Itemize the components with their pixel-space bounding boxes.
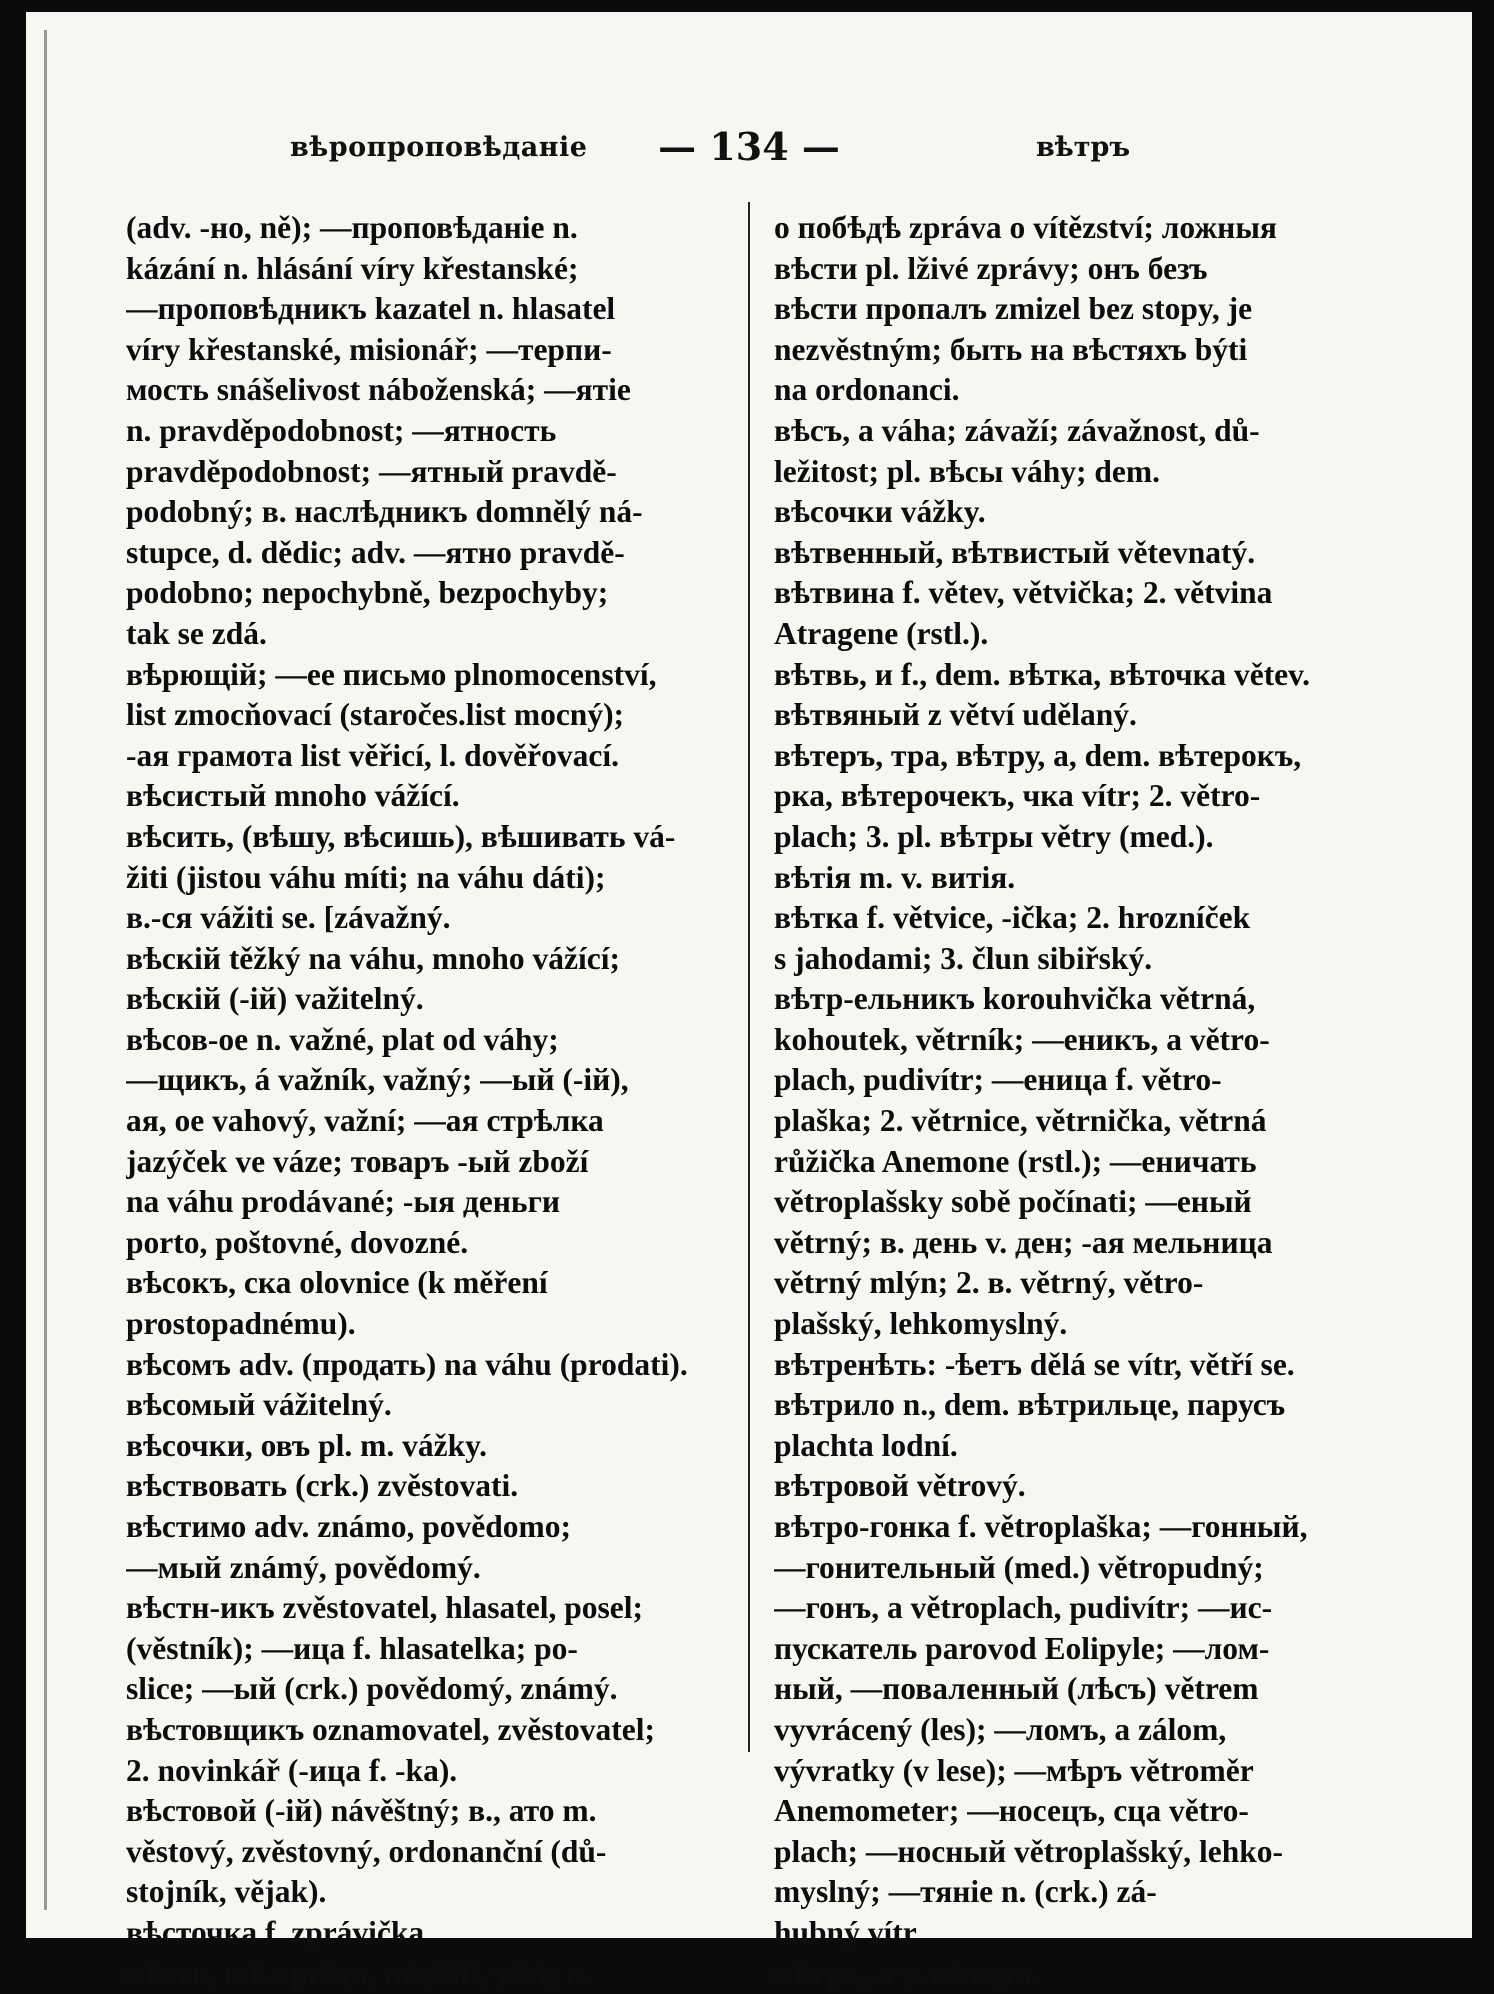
entry-line: kohoutek, větrník; —еникъ, а větro- [774,1021,1270,1057]
entry-line: ая, ое vahový, važní; —ая стрѣлка [126,1103,604,1139]
entry-line: ležitost; pl. вѣсы váhy; dem. [774,453,1160,489]
entry-line: вѣсомый vážitelný. [126,1387,392,1423]
entry-line: na váhu prodávané; -ыя деньги [126,1184,561,1220]
entry-line: —проповѣдникъ kazatel n. hlasatel [126,291,616,327]
entry-line: рка, вѣтерочекъ, чка vítr; 2. větro- [774,778,1261,814]
entry-line: podobno; nepochybně, bezpochyby; [126,575,609,611]
entry-line: вѣстимо adv. známo, povědomo; [126,1509,571,1544]
column-divider [748,202,750,1752]
entry-line: podobný; в. наслѣдникъ domnělý ná- [126,494,643,530]
dictionary-page [26,12,1472,1991]
entry-line: n. pravděpodobnost; —ятность [126,412,557,448]
entry-line: вѣсточка f. zprávička. [126,1914,433,1950]
entry-line: вѣтеръ, тра, вѣтру, а, dem. вѣтерокъ, [774,737,1302,773]
entry-line: вѣсокъ, ска olovnice (k měření [126,1265,548,1301]
entry-line: пускатель parovod Eolipyle; —лом- [774,1630,1270,1666]
entry-line: —гонъ, а větroplach, pudivítr; —ис- [774,1590,1273,1626]
header-right-word: вѣтръ [1036,132,1131,163]
entry-line: s jahodami; 3. člun sibiřský. [774,940,1153,976]
entry-line: вѣсистый mnoho vážící. [126,778,460,814]
entry-line: вѣтръ, а v. вѣтеръ. [774,1955,1040,1991]
entry-line: vývratky (v lese); —мѣръ větroměr [774,1752,1254,1788]
entry-line: вѣсов-ое n. važné, plat od váhy; [126,1021,559,1057]
entry-line: žiti (jistou váhu míti; na váhu dáti); [126,859,606,895]
entry-line: vyvrácený (les); —ломъ, а zálom, [774,1711,1227,1747]
entry-line: вѣтренѣть: -ѣетъ dělá se vítr, větří se. [774,1346,1295,1382]
entry-line: jazýček ve váze; товаръ -ый zboží [126,1143,589,1179]
page-header [26,124,1472,184]
entry-line: вѣрющій; —ее письмо plnomocenství, [126,656,657,692]
entry-line: вѣтрило n., dem. вѣтрильце, парусъ [774,1387,1286,1423]
entry-line: вѣстовщикъ oznamovatel, zvěstovatel; [126,1711,655,1747]
entry-line: hubný vítr. [774,1914,922,1950]
entry-line: (adv. -но, ně); —проповѣданіе n. [126,210,578,245]
entry-line: вѣскій těžký na váhu, mnoho vážící; [126,940,620,976]
entry-line: nezvěstným; быть на вѣстяхъ býti [774,331,1248,367]
entry-line: větrný mlýn; 2. в. větrný, větro- [774,1265,1204,1301]
entry-line: -ая грамота list věřicí, l. dověřovací. [126,737,620,773]
entry-line: slice; —ый (crk.) povědomý, známý. [126,1671,618,1707]
entry-line: вѣсомъ adv. (продать) na váhu (prodati). [126,1346,688,1382]
left-column [126,208,734,1991]
entry-line: myslný; —тяніе n. (crk.) zá- [774,1874,1157,1910]
entry-line: вѣтвина f. větev, větvička; 2. větvina [774,575,1273,611]
entry-line: plašský, lehkomyslný. [774,1306,1068,1342]
entry-line: вѣстн-икъ zvěstovatel, hlasatel, posel; [126,1590,643,1626]
entry-line: ный, —поваленный (лѣсъ) větrem [774,1671,1259,1707]
entry-line: na ordonanci. [774,372,960,408]
entry-line: víry křestanské, misionář; —терпи- [126,331,612,367]
entry-line: 2. novinkář (-ица f. -ka). [126,1752,458,1788]
entry-line: list zmocňovací (staročes.list mocný); [126,697,625,733]
entry-line: stupce, d. dědic; adv. —ятно pravdě- [126,534,625,570]
entry-line: plach, pudivítr; —еница f. větro- [774,1062,1222,1098]
entry-line: вѣтвяный z větví udělaný. [774,697,1137,733]
entry-line: вѣсъ, а váha; závaží; závažnost, dů- [774,412,1260,448]
right-column [774,208,1380,1991]
entry-line: вѣтія m. v. витія. [774,859,1016,895]
entry-line: porto, poštovné, dovozné. [126,1224,469,1260]
entry-line: мость snášelivost náboženská; —ятіе [126,372,631,408]
entry-line: tak se zdá. [126,615,267,651]
entry-line: pravděpodobnost; —ятный pravdě- [126,453,617,489]
entry-line: kázání n. hlásání víry křestanské; [126,250,579,286]
entry-line: plach; 3. pl. вѣтры větry (med.). [774,818,1214,854]
entry-line: věstový, zvěstovný, ordonanční (dů- [126,1833,607,1869]
entry-line: вѣтро-гонка f. větroplaška; —гонный, [774,1509,1308,1544]
entry-line: вѣсочки, овъ pl. m. vážky. [126,1427,487,1463]
entry-line: —мый známý, povědomý. [126,1549,481,1585]
entry-line: prostopadnému). [126,1306,356,1342]
page-crease [44,30,47,1910]
entry-line: Atragene (rstl.). [774,615,989,651]
entry-line: —щикъ, á važník, važný; —ый (-ій), [126,1062,629,1098]
entry-line: в.-ся vážiti se. [závažný. [126,900,451,936]
page-number: — 134 — [658,124,840,169]
entry-line: вѣтвенный, вѣтвистый větevnatý. [774,534,1256,570]
entry-line: вѣтровой větrový. [774,1468,1026,1504]
entry-line: růžička Anemone (rstl.); —еничать [774,1143,1257,1179]
entry-line: (věstník); —ица f. hlasatelka; po- [126,1630,578,1666]
header-left-word: вѣропроповѣданіе [290,132,588,163]
entry-line: stojník, vějak). [126,1874,327,1910]
entry-line: вѣсить, (вѣшу, вѣсишь), вѣшивать vá- [126,818,676,854]
entry-line: вѣтка f. větvice, -ička; 2. hrozníček [774,900,1251,936]
entry-line: plachta lodní. [774,1427,958,1463]
entry-line: вѣтвь, и f., dem. вѣтка, вѣточка větev. [774,656,1311,692]
entry-line: plach; —носный větroplašský, lehko- [774,1833,1283,1869]
entry-line: вѣсть, и f. zpráva, návěští, věst; в. [126,1955,591,1991]
entry-line: plaška; 2. větrnice, větrnička, větrná [774,1103,1267,1139]
entry-line: вѣскій (-ій) važitelný. [126,981,424,1017]
entry-line: вѣсти пропалъ zmizel bez stopy, je [774,291,1253,327]
entry-line: větrný; в. день v. ден; -ая мельница [774,1224,1273,1260]
entry-line: Anemometer; —носецъ, сца větro- [774,1793,1249,1829]
entry-line: вѣстовой (-ій) návěštný; в., ато m. [126,1793,597,1829]
entry-line: о побѣдѣ zpráva o vítězství; ложныя [774,210,1277,245]
entry-line: větroplašsky sobě počínati; —еный [774,1184,1252,1220]
entry-line: вѣтр-ельникъ korouhvička větrná, [774,981,1256,1017]
entry-line: —гонительный (med.) větropudný; [774,1549,1264,1585]
entry-line: вѣсочки vážky. [774,494,986,530]
entry-line: вѣсти pl. lživé zprávy; онъ безъ [774,250,1208,286]
entry-line: вѣствовать (crk.) zvěstovati. [126,1468,519,1504]
